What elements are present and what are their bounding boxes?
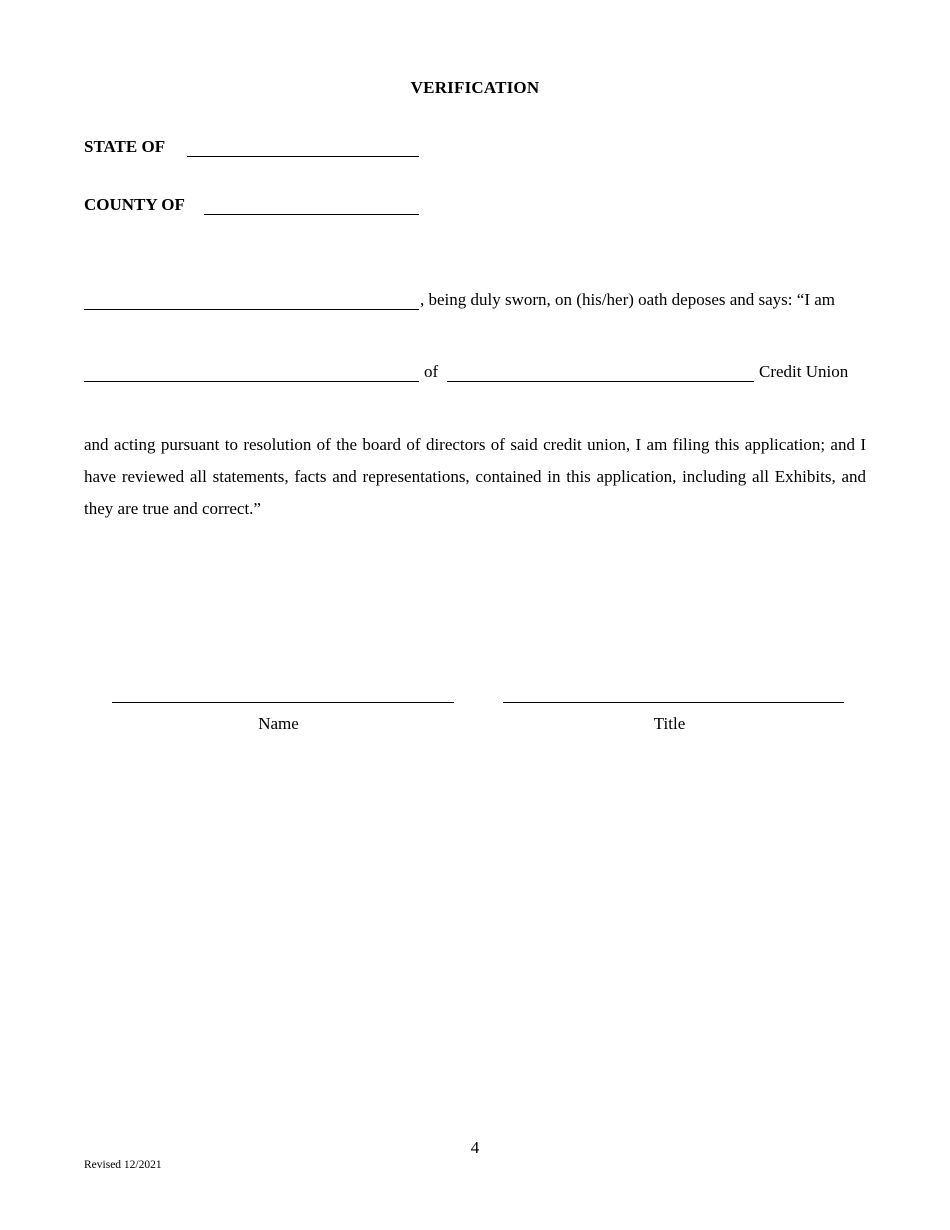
name-signature-line[interactable] xyxy=(112,702,454,703)
credit-union-text: Credit Union xyxy=(759,362,849,381)
title-signature-line[interactable] xyxy=(503,702,844,703)
verification-paragraph: and acting pursuant to resolution of the board of directors of said credit union, I am filing this application; and I have reviewed all statements, facts and representations, contained in this application, including all Exhibits, and they are true and correct.” xyxy=(84,435,866,518)
page-number: 4 xyxy=(470,1138,480,1157)
of-text: of xyxy=(424,362,439,381)
credit-union-name-blank-line[interactable] xyxy=(447,381,754,382)
name-caption: Name xyxy=(258,714,299,733)
title-caption: Title xyxy=(653,714,686,733)
position-blank-line[interactable] xyxy=(84,381,419,382)
affiant-name-blank-line[interactable] xyxy=(84,309,419,310)
oath-text: , being duly sworn, on (his/her) oath deposes and says: “I am xyxy=(420,290,835,309)
county-label: COUNTY OF xyxy=(84,195,185,214)
state-blank-line[interactable] xyxy=(187,156,419,157)
state-label: STATE OF xyxy=(84,137,166,156)
revision-note: Revised 12/2021 xyxy=(84,1159,162,1171)
county-blank-line[interactable] xyxy=(204,214,419,215)
document-title: VERIFICATION xyxy=(410,78,540,97)
